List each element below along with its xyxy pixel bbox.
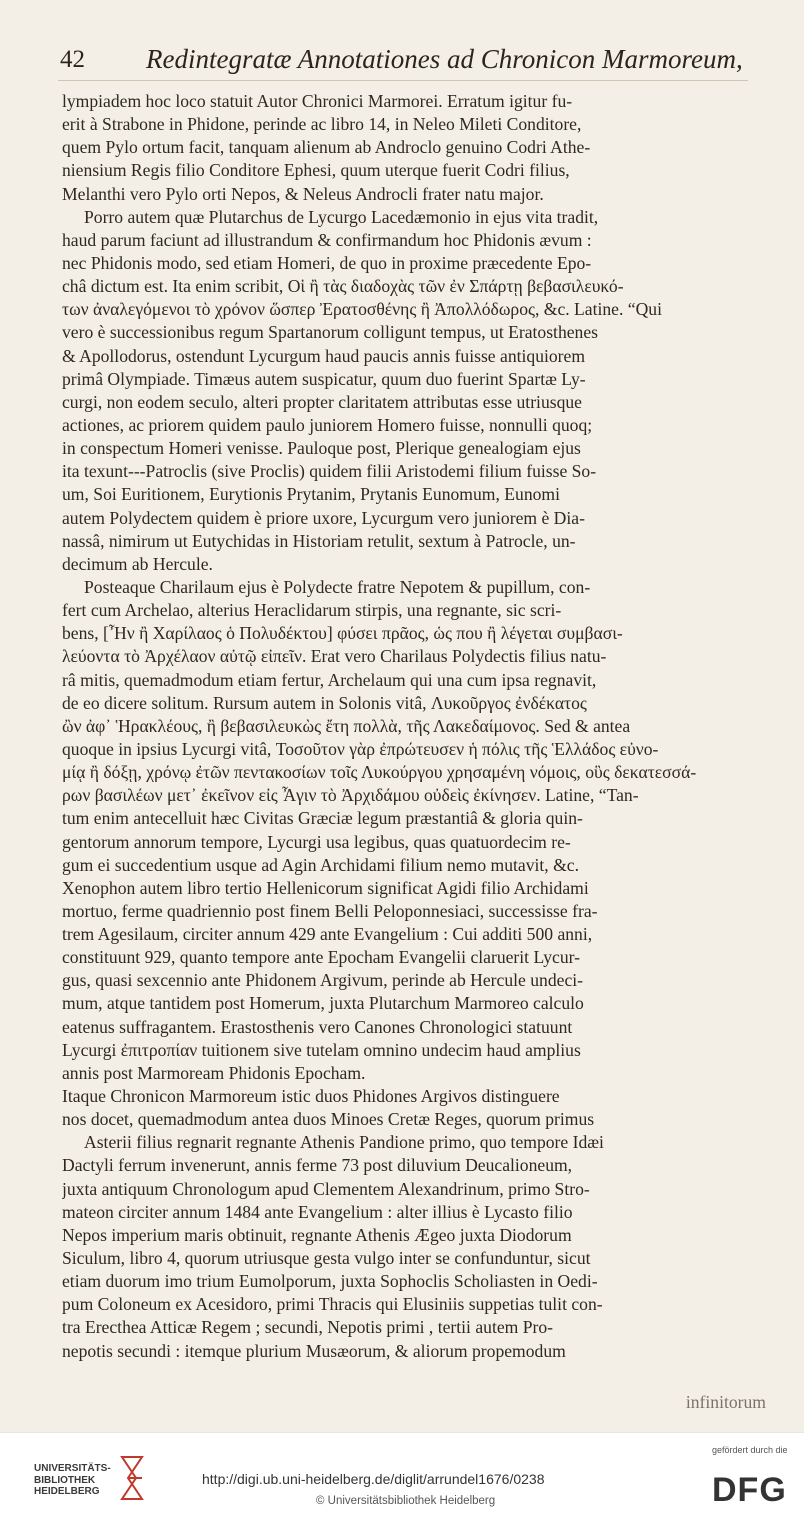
text-line: primâ Olympiade. Timæus autem suspicatur, quum duo fuerint Spartæ Ly- [62, 368, 586, 389]
text-line: erit à Strabone in Phidone, perinde ac libro 14, in Neleo Mileti Conditore, [62, 114, 582, 135]
text-line: nepotis secundi : itemque plurium Musæorum, & aliorum propemodum [62, 1340, 566, 1361]
text-line: mum, atque tantidem post Homerum, juxta Plutarchum Marmoreo calculo [62, 993, 584, 1014]
dfg-logo: DFG [712, 1471, 787, 1509]
text-line: Nepos imperium maris obtinuit, regnante Athenis Ægeo juxta Diodorum [62, 1224, 572, 1245]
viewer-footer [0, 1432, 804, 1518]
text-line: Siculum, libro 4, quorum utriusque gesta vulgo inter se confunduntur, sicut [62, 1248, 591, 1269]
text-line: gum ei succedentium usque ad Agin Archidami filium nemo mutavit, &c. [62, 854, 579, 875]
text-line: juxta antiquum Chronologum apud Clementem Alexandrinum, primo Stro- [62, 1178, 590, 1199]
library-logo[interactable] [34, 1463, 144, 1503]
text-line: eatenus suffragantem. Erastosthenis vero Canones Chronologici statuunt [62, 1016, 573, 1037]
text-line: trem Agesilaum, circiter annum 429 ante Evangelium : Cui additi 500 anni, [62, 924, 593, 945]
text-line: Porro autem quæ Plutarchus de Lycurgo Lacedæmonio in ejus vita tradit, [84, 206, 599, 227]
text-line: châ dictum est. Ita enim scribit, Οἱ ἢ τὰς διαδοχὰς τῶν ἐν Σπάρτῃ βεβασιλευκό- [62, 276, 624, 297]
text-line: Melanthi vero Pylo orti Nepos, & Neleus Androcli frater natu major. [62, 183, 544, 204]
text-line: Posteaque Charilaum ejus è Polydecte fratre Nepotem & pupillum, con- [84, 576, 591, 597]
text-line: ὢν ἀφ᾽ Ἡρακλέους, ἢ βεβασιλευκὼς ἔτη πολλὰ, τῆς Λακεδαίμονος. Sed & antea [62, 715, 631, 736]
text-line: nassâ, nimirum ut Eutychidas in Historiam retulit, sextum à Patrocle, un- [62, 530, 576, 551]
text-line: Itaque Chronicon Marmoreum istic duos Phidones Argivos distinguere [62, 1086, 560, 1107]
text-line: râ mitis, quemadmodum etiam fertur, Archelaum qui una cum ipsa regnavit, [62, 669, 597, 690]
text-line: Lycurgi ἐπιτροπίαν tuitionem sive tutelam omnino undecim haud amplius [62, 1039, 581, 1060]
text-line: gentorum annorum tempore, Lycurgi usa legibus, quas quatuordecim re- [62, 831, 571, 852]
text-line: fert cum Archelao, alterius Heraclidarum stirpis, una regnante, sic scri- [62, 600, 562, 621]
text-line: quem Pylo ortum facit, tanquam alienum ab Androclo genuino Codri Athe- [62, 137, 591, 158]
text-line: gus, quasi sexcennio ante Phidonem Argivum, perinde ab Hercule undeci- [62, 970, 583, 991]
text-line: vero è successionibus regum Spartanorum colligunt tempus, ut Eratosthenes [62, 322, 599, 343]
text-line: decimum ab Hercule. [62, 553, 213, 574]
library-emblem-icon [118, 1455, 146, 1501]
text-line: mateon circiter annum 1484 ante Evangelium : alter illius è Lycasto filio [62, 1201, 573, 1222]
text-line: λεύοντα τὸ Ἀρχέλαον αὐτῷ εἰπεῖν. Erat vero Charilaus Polydectis filius natu- [62, 646, 607, 667]
text-line: ita texunt---Patroclis (sive Proclis) quidem filii Aristodemi filium fuisse So- [62, 461, 597, 482]
text-line: bens, [Ἦν ἢ Χαρίλαος ὁ Πολυδέκτου] φύσει πρᾶος, ὡς που ἢ λέγεται συμβασι- [62, 623, 623, 644]
text-line: Asterii filius regnarit regnante Athenis Pandione primo, quo tempore Idæi [84, 1132, 604, 1153]
text-line: ρων βασιλέων μετ᾽ ἐκεῖνον εἰς Ἆγιν τὸ Ἀρχιδάμου οὐδεὶς ἐκίνησεν. Latine, “Tan- [62, 785, 639, 806]
page-number: 42 [60, 46, 85, 73]
text-line: haud parum faciunt ad illustrandum & confirmandum hoc Phidonis ævum : [62, 229, 592, 250]
text-line: curgi, non eodem seculo, alteri propter claritatem attributas esse utriusque [62, 391, 582, 412]
copyright-notice: © Universitätsbibliothek Heidelberg [316, 1495, 496, 1507]
text-line: Dactyli ferrum invenerunt, annis ferme 73 post diluvium Deucalioneum, [62, 1155, 573, 1176]
funding-note: gefördert durch die [712, 1445, 788, 1455]
text-line: μίᾳ ἢ δόξῃ, χρόνῳ ἐτῶν πεντακοσίων τοῖς Λυκούργου χρησαμένη νόμοις, οὓς δεκατεσσά- [62, 762, 697, 783]
page-body-text [62, 90, 770, 1363]
text-line: lympiadem hoc loco statuit Autor Chronici Marmorei. Erratum igitur fu- [62, 91, 573, 111]
text-line: pum Coloneum ex Acesidoro, primi Thracis qui Elusiniis suppetias tulit con- [62, 1294, 603, 1315]
text-line: & Apollodorus, ostendunt Lycurgum haud paucis annis fuisse antiquiorem [62, 345, 586, 366]
text-line: autem Polydectem quidem è priore uxore, Lycurgum vero juniorem è Dia- [62, 507, 585, 528]
catchword: infinitorum [685, 1392, 766, 1412]
text-line: etiam duorum imo trium Eumolporum, juxta Sophoclis Scholiasten in Oedi- [62, 1271, 598, 1292]
text-line: των ἀναλεγόμενοι τὸ χρόνον ὥσπερ Ἐρατοσθένης ἢ Ἀπολλόδωρος, &c. Latine. “Qui [62, 299, 662, 320]
text-line: niensium Regis filio Conditore Ephesi, quum uterque fuerit Codri filius, [62, 160, 570, 181]
library-name-line: UNIVERSITÄTS- [34, 1463, 111, 1474]
text-line: nec Phidonis modo, sed etiam Homeri, de quo in proxime præcedente Epo- [62, 252, 592, 273]
text-line: in conspectum Homeri venisse. Pauloque post, Plerique genealogiam ejus [62, 438, 581, 459]
text-line: quoque in ipsius Lycurgi vitâ, Τοσοῦτον γὰρ ἐπρώτευσεν ἡ πόλις τῆς Ἑλλάδος εὐνο- [62, 738, 659, 759]
permalink-url[interactable]: http://digi.ub.uni-heidelberg.de/diglit/arrundel1676/0238 [202, 1471, 545, 1487]
text-line: nos docet, quemadmodum antea duos Minoes Cretæ Reges, quorum primus [62, 1109, 595, 1130]
library-name-line: BIBLIOTHEK [34, 1474, 96, 1486]
text-line: actiones, ac priorem quidem paulo juniorem Homero fuisse, nonnulli quoq; [62, 414, 593, 435]
text-line: tum enim antecelluit hæc Civitas Græciæ legum præstantiâ & gloria quin- [62, 808, 583, 829]
library-name-line: HEIDELBERG [34, 1486, 100, 1497]
running-title: Redintegratæ Annotationes ad Chronicon Marmoreum, [146, 44, 743, 74]
text-line: Xenophon autem libro tertio Hellenicorum significat Agidi filio Archidami [62, 877, 589, 898]
page-header [58, 40, 748, 81]
text-line: mortuo, ferme quadriennio post finem Belli Peloponnesiaci, successisse fra- [62, 900, 598, 921]
text-line: tra Erecthea Atticæ Regem ; secundi, Nepotis primi , tertii autem Pro- [62, 1317, 554, 1338]
text-line: de eo dicere solitum. Rursum autem in Solonis vitâ, Λυκοῦργος ἐνδέκατος [62, 692, 587, 713]
text-line: um, Soi Euritionem, Eurytionis Prytanim, Prytanis Eunomum, Eunomi [62, 484, 560, 505]
text-line: constituunt 929, quanto tempore ante Epocham Evangelii claruerit Lycur- [62, 947, 581, 968]
text-line: annis post Marmoream Phidonis Epocham. [62, 1062, 366, 1083]
